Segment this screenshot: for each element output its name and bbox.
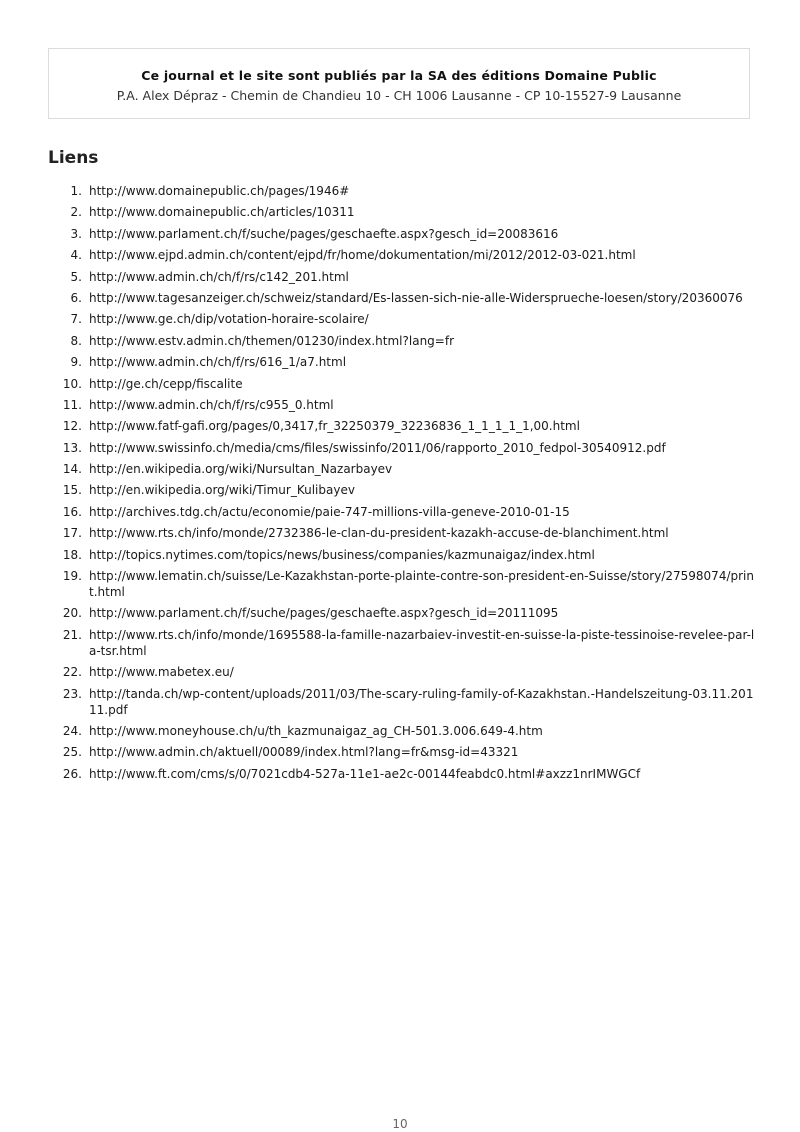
link-url[interactable]: http://www.admin.ch/aktuell/00089/index.html?lang=fr&msg-id=43321 [89,745,519,760]
link-url[interactable]: http://www.ge.ch/dip/votation-horaire-scolaire/ [89,312,369,327]
link-item [0,269,800,285]
link-url[interactable]: http://www.domainepublic.ch/articles/10311 [89,205,355,220]
link-url[interactable]: http://www.estv.admin.ch/themen/01230/index.html?lang=fr [89,333,455,348]
link-number: 8. [70,333,82,348]
link-item [0,333,800,349]
link-url[interactable]: http://www.domainepublic.ch/pages/1946# [89,184,350,198]
link-url[interactable]: http://www.admin.ch/ch/f/rs/c142_201.html [89,269,349,284]
link-url[interactable]: http://www.admin.ch/ch/f/rs/616_1/a7.html [89,355,347,370]
link-number: 13. [62,440,82,455]
link-url[interactable]: http://en.wikipedia.org/wiki/Timur_Kulibayev [89,483,355,498]
link-item [0,525,800,541]
link-url[interactable]: http://tanda.ch/wp-content/uploads/2011/03/The-scary-ruling-family-of-Kazakhstan.-Handelszeitung-03.11.20111.pdf [89,686,754,717]
link-item [0,440,800,456]
link-item [0,504,800,520]
link-number: 23. [62,686,82,701]
link-item [0,605,800,621]
link-url[interactable]: http://www.lematin.ch/suisse/Le-Kazakhstan-porte-plainte-contre-son-president-en-Suisse/story/27598074/print.html [89,569,754,600]
link-number: 12. [62,419,82,434]
link-url[interactable]: http://en.wikipedia.org/wiki/Nursultan_Nazarbayev [89,462,393,477]
link-item [0,311,800,327]
link-number: 15. [62,483,82,498]
link-url[interactable]: http://www.moneyhouse.ch/u/th_kazmunaigaz_ag_CH-501.3.006.649-4.htm [89,723,543,738]
link-number: 16. [62,504,82,519]
link-url[interactable]: http://www.swissinfo.ch/media/cms/files/swissinfo/2011/06/rapporto_2010_fedpol-30540912.pdf [89,440,666,455]
link-url[interactable]: http://www.ft.com/cms/s/0/7021cdb4-527a-11e1-ae2c-00144feabdc0.html#axzz1nrIMWGCf [89,766,641,781]
publisher-box [48,48,750,119]
link-item [0,183,800,199]
link-item [0,723,800,739]
link-item [0,686,800,718]
link-item [0,664,800,680]
link-number: 10. [62,376,82,391]
link-number: 18. [62,547,82,562]
link-url[interactable]: http://www.admin.ch/ch/f/rs/c955_0.html [89,397,334,412]
link-url[interactable]: http://www.ejpd.admin.ch/content/ejpd/fr/home/dokumentation/mi/2012/2012-03-021.html [89,248,636,263]
link-item [0,568,800,600]
publisher-address: P.A. Alex Dépraz - Chemin de Chandieu 10 - CH 1006 Lausanne - CP 10-15527-9 Lausanne [116,88,682,103]
link-url[interactable]: http://www.parlament.ch/f/suche/pages/geschaefte.aspx?gesch_id=20111095 [89,606,559,621]
link-number: 14. [62,462,82,477]
link-number: 1. [70,184,82,198]
link-number: 4. [70,248,82,263]
link-item [0,354,800,370]
link-number: 22. [62,665,82,680]
link-number: 11. [62,397,82,412]
page-number: 10 [392,1117,408,1131]
links-list [0,183,800,787]
link-url[interactable]: http://www.rts.ch/info/monde/2732386-le-clan-du-president-kazakh-accuse-de-blanchiment.html [89,526,669,541]
link-number: 2. [70,205,82,220]
link-number: 26. [62,766,82,781]
publisher-title: Ce journal et le site sont publiés par la SA des éditions Domaine Public [141,68,657,83]
link-item [0,418,800,434]
link-item [0,247,800,263]
link-item [0,744,800,760]
link-item [0,397,800,413]
link-item [0,226,800,242]
link-number: 20. [62,606,82,621]
link-number: 17. [62,526,82,541]
link-item [0,766,800,782]
link-number: 24. [62,723,82,738]
link-number: 21. [62,627,82,642]
link-url[interactable]: http://ge.ch/cepp/fiscalite [89,376,243,391]
link-number: 25. [62,745,82,760]
link-item [0,290,800,306]
link-item [0,461,800,477]
link-url[interactable]: http://www.rts.ch/info/monde/1695588-la-famille-nazarbaiev-investit-en-suisse-la-piste-tessinoise-revelee-par-la-tsr.html [89,627,755,658]
link-number: 6. [70,290,82,305]
link-number: 3. [70,226,82,241]
link-url[interactable]: http://www.tagesanzeiger.ch/schweiz/standard/Es-lassen-sich-nie-alle-Widersprueche-loesen/story/20360076 [89,290,743,305]
link-url[interactable]: http://www.fatf-gafi.org/pages/0,3417,fr_32250379_32236836_1_1_1_1_1,00.html [89,419,580,434]
link-url[interactable]: http://www.mabetex.eu/ [89,665,234,680]
link-number: 9. [70,355,82,370]
link-item [0,627,800,659]
link-item [0,204,800,220]
link-url[interactable]: http://www.parlament.ch/f/suche/pages/geschaefte.aspx?gesch_id=20083616 [89,226,559,241]
links-heading: Liens [48,148,99,168]
link-item [0,376,800,392]
link-number: 19. [62,569,82,584]
link-url[interactable]: http://topics.nytimes.com/topics/news/business/companies/kazmunaigaz/index.html [89,547,595,562]
link-url[interactable]: http://archives.tdg.ch/actu/economie/paie-747-millions-villa-geneve-2010-01-15 [89,504,570,519]
link-item [0,547,800,563]
link-number: 5. [70,269,82,284]
link-number: 7. [70,312,82,327]
link-item [0,482,800,498]
